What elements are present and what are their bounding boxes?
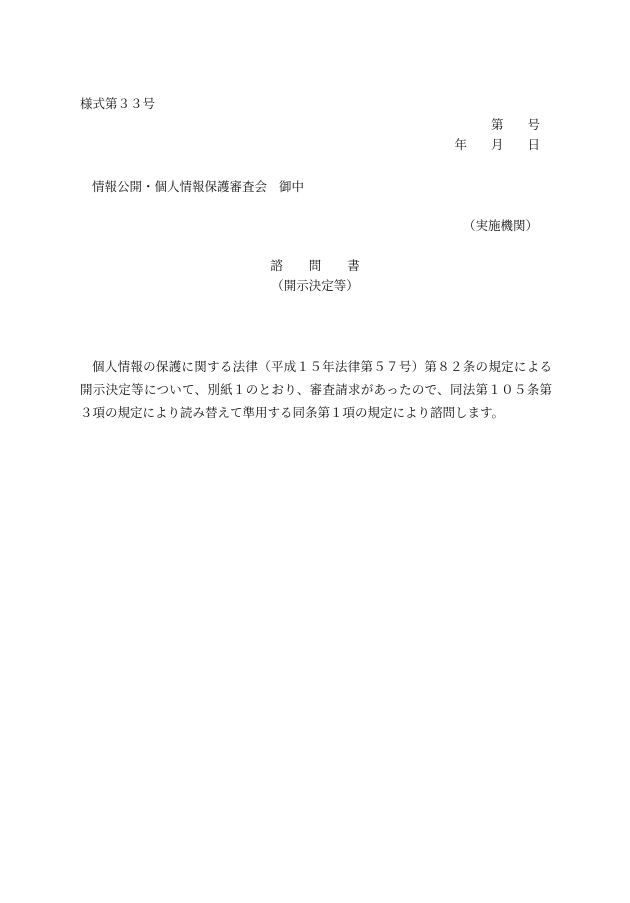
date-day: 日 (527, 137, 540, 152)
addressee-honorific: 御中 (279, 179, 305, 194)
body-paragraph: 個人情報の保護に関する法律（平成１５年法律第５７号）第８２条の規定による開示決定等について、別紙１のとおり、審査請求があったので、同法第１０５条第３項の規定により読み替えて準用する同条第１項の規定により諮問します。 (80, 359, 552, 420)
title-char-1: 諮 (270, 258, 283, 273)
number-suffix: 号 (527, 117, 540, 132)
document-number-line (491, 119, 540, 132)
date-year: 年 (454, 137, 467, 152)
date-month: 月 (490, 137, 504, 152)
number-prefix: 第 (490, 117, 504, 132)
addressee-name: 情報公開・個人情報保護審査会 (92, 179, 268, 194)
date-line (454, 139, 540, 152)
addressee (92, 181, 304, 194)
title-char-3: 書 (347, 258, 360, 273)
agency-label: （実施機関） (462, 218, 538, 233)
title-char-2: 問 (308, 258, 322, 273)
document-subtitle: （開示決定等） (271, 278, 359, 293)
document-title (0, 260, 630, 273)
form-number: 様式第３３号 (80, 96, 156, 111)
